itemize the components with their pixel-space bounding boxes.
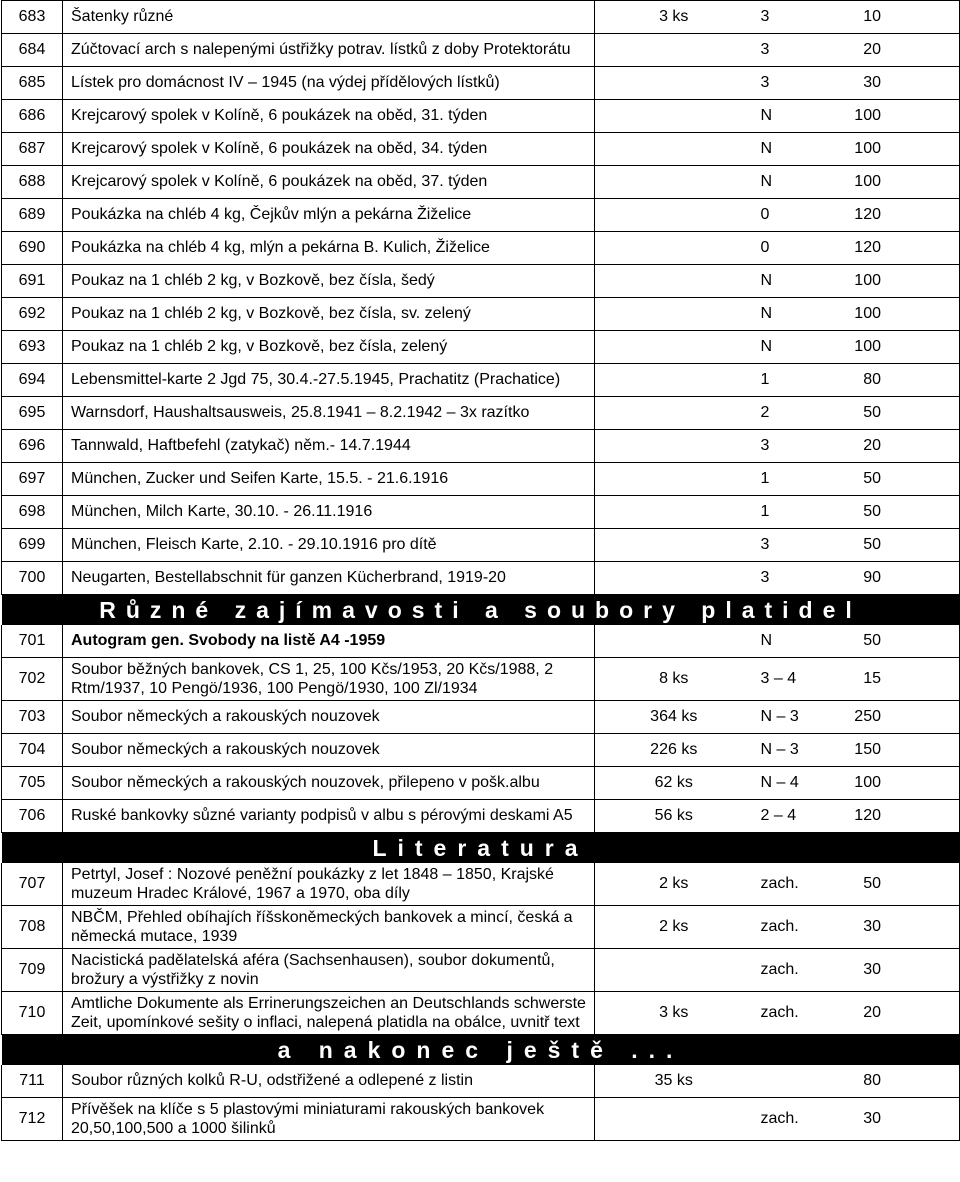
- item-condition: zach.: [753, 949, 835, 992]
- catalog-row: [2, 199, 960, 232]
- catalog-row: [2, 625, 960, 658]
- section-heading: Různé zajímavosti a soubory platidel: [2, 595, 960, 626]
- item-number: 698: [2, 496, 63, 529]
- item-condition: 3 – 4: [753, 658, 835, 701]
- item-description: Poukázka na chléb 4 kg, Čejkův mlýn a pekárna Žiželice: [63, 199, 595, 232]
- catalog-row: [2, 1098, 960, 1141]
- item-description: Zúčtovací arch s nalepenými ústřižky potrav. lístků z doby Protektorátu: [63, 34, 595, 67]
- item-condition: 3: [753, 529, 835, 562]
- item-price: 30: [835, 949, 960, 992]
- item-quantity: [595, 232, 753, 265]
- item-quantity: [595, 265, 753, 298]
- catalog-row: [2, 463, 960, 496]
- item-description: Soubor různých kolků R-U, odstřižené a odlepené z listin: [63, 1065, 595, 1098]
- item-condition: N: [753, 100, 835, 133]
- item-quantity: [595, 199, 753, 232]
- catalog-row: [2, 863, 960, 906]
- item-condition: zach.: [753, 1098, 835, 1141]
- item-condition: 3: [753, 430, 835, 463]
- item-condition: 3: [753, 1, 835, 34]
- item-quantity: [595, 34, 753, 67]
- item-number: 691: [2, 265, 63, 298]
- item-condition: 2 – 4: [753, 800, 835, 833]
- item-quantity: [595, 949, 753, 992]
- item-quantity: [595, 1098, 753, 1141]
- item-price: 90: [835, 562, 960, 595]
- item-condition: 3: [753, 34, 835, 67]
- item-description: Tannwald, Haftbefehl (zatykač) něm.- 14.7.1944: [63, 430, 595, 463]
- catalog-row: [2, 298, 960, 331]
- item-number: 688: [2, 166, 63, 199]
- catalog-row: [2, 949, 960, 992]
- item-description: Lístek pro domácnost IV – 1945 (na výdej přídělových lístků): [63, 67, 595, 100]
- item-quantity: 226 ks: [595, 734, 753, 767]
- item-quantity: 56 ks: [595, 800, 753, 833]
- catalog-row: [2, 265, 960, 298]
- item-description: Soubor německých a rakouských nouzovek: [63, 701, 595, 734]
- catalog-row: [2, 364, 960, 397]
- catalog-table: [1, 0, 960, 1141]
- section-header-curiosities: [2, 595, 960, 626]
- item-condition: 1: [753, 496, 835, 529]
- item-description: Přívěšek na klíče s 5 plastovými miniaturami rakouských bankovek 20,50,100,500 a 1000 šilinků: [63, 1098, 595, 1141]
- catalog-row: [2, 430, 960, 463]
- item-condition: 0: [753, 232, 835, 265]
- item-number: 710: [2, 992, 63, 1035]
- item-price: 120: [835, 800, 960, 833]
- item-number: 709: [2, 949, 63, 992]
- item-description: NBČM, Přehled obíhajích říšskoněmeckých bankovek a mincí, česká a německá mutace, 1939: [63, 906, 595, 949]
- item-condition: [753, 1065, 835, 1098]
- item-description: Neugarten, Bestellabschnit für ganzen Kücherbrand, 1919-20: [63, 562, 595, 595]
- item-description: Soubor německých a rakouských nouzovek, přilepeno v pošk.albu: [63, 767, 595, 800]
- item-price: 50: [835, 529, 960, 562]
- catalog-row: [2, 800, 960, 833]
- item-number: 686: [2, 100, 63, 133]
- item-quantity: 2 ks: [595, 863, 753, 906]
- catalog-row: [2, 701, 960, 734]
- catalog-row: [2, 67, 960, 100]
- item-price: 20: [835, 430, 960, 463]
- item-description: Warnsdorf, Haushaltsausweis, 25.8.1941 – 8.2.1942 – 3x razítko: [63, 397, 595, 430]
- item-description: Krejcarový spolek v Kolíně, 6 poukázek na oběd, 31. týden: [63, 100, 595, 133]
- item-quantity: [595, 397, 753, 430]
- item-price: 30: [835, 906, 960, 949]
- item-description: Soubor běžných bankovek, CS 1, 25, 100 Kčs/1953, 20 Kčs/1988, 2 Rtm/1937, 10 Pengö/1936, 100 Pengö/1930, 100 Zl/1934: [63, 658, 595, 701]
- item-number: 693: [2, 331, 63, 364]
- item-condition: N: [753, 331, 835, 364]
- catalog-row: [2, 397, 960, 430]
- item-condition: 3: [753, 562, 835, 595]
- item-description: München, Zucker und Seifen Karte, 15.5. - 21.6.1916: [63, 463, 595, 496]
- item-condition: N: [753, 625, 835, 658]
- item-number: 699: [2, 529, 63, 562]
- item-description: Poukaz na 1 chléb 2 kg, v Bozkově, bez čísla, zelený: [63, 331, 595, 364]
- item-description: Ruské bankovky sůzné varianty podpisů v albu s pérovými deskami A5: [63, 800, 595, 833]
- item-price: 100: [835, 298, 960, 331]
- item-quantity: 62 ks: [595, 767, 753, 800]
- item-price: 100: [835, 767, 960, 800]
- item-price: 10: [835, 1, 960, 34]
- item-description: Amtliche Dokumente als Errinerungszeichen an Deutschlands schwerste Zeit, upomínkové sešity o inflaci, nalepená platidla na obálce, uvnitř text: [63, 992, 595, 1035]
- item-price: 50: [835, 625, 960, 658]
- item-condition: 2: [753, 397, 835, 430]
- item-quantity: [595, 298, 753, 331]
- item-price: 100: [835, 331, 960, 364]
- item-description: Poukázka na chléb 4 kg, mlýn a pekárna B. Kulich, Žiželice: [63, 232, 595, 265]
- section-heading: a nakonec ještě ...: [2, 1035, 960, 1066]
- item-price: 80: [835, 364, 960, 397]
- item-quantity: [595, 562, 753, 595]
- item-price: 20: [835, 34, 960, 67]
- item-number: 705: [2, 767, 63, 800]
- item-description: Petrtyl, Josef : Nozové peněžní poukázky z let 1848 – 1850, Krajské muzeum Hradec Králové, 1967 a 1970, oba díly: [63, 863, 595, 906]
- item-price: 50: [835, 397, 960, 430]
- item-quantity: 3 ks: [595, 992, 753, 1035]
- item-quantity: [595, 331, 753, 364]
- item-description: Autogram gen. Svobody na listě A4 -1959: [63, 625, 595, 658]
- item-quantity: [595, 67, 753, 100]
- item-price: 100: [835, 166, 960, 199]
- item-description: Šatenky různé: [63, 1, 595, 34]
- item-condition: 0: [753, 199, 835, 232]
- item-condition: zach.: [753, 992, 835, 1035]
- item-price: 20: [835, 992, 960, 1035]
- item-condition: 3: [753, 67, 835, 100]
- item-quantity: [595, 529, 753, 562]
- item-description: Lebensmittel-karte 2 Jgd 75, 30.4.-27.5.1945, Prachatitz (Prachatice): [63, 364, 595, 397]
- item-description: Krejcarový spolek v Kolíně, 6 poukázek na oběd, 37. týden: [63, 166, 595, 199]
- item-description: München, Milch Karte, 30.10. - 26.11.1916: [63, 496, 595, 529]
- item-quantity: [595, 364, 753, 397]
- item-number: 701: [2, 625, 63, 658]
- item-number: 707: [2, 863, 63, 906]
- item-description: München, Fleisch Karte, 2.10. - 29.10.1916 pro dítě: [63, 529, 595, 562]
- item-number: 711: [2, 1065, 63, 1098]
- item-price: 120: [835, 199, 960, 232]
- item-price: 50: [835, 863, 960, 906]
- item-quantity: 364 ks: [595, 701, 753, 734]
- catalog-row: [2, 331, 960, 364]
- item-number: 708: [2, 906, 63, 949]
- item-price: 100: [835, 100, 960, 133]
- item-condition: N – 4: [753, 767, 835, 800]
- item-number: 712: [2, 1098, 63, 1141]
- item-description: Nacistická padělatelská aféra (Sachsenhausen), soubor dokumentů, brožury a výstřižky z novin: [63, 949, 595, 992]
- item-condition: zach.: [753, 906, 835, 949]
- item-condition: N: [753, 265, 835, 298]
- item-quantity: 8 ks: [595, 658, 753, 701]
- item-price: 100: [835, 265, 960, 298]
- item-number: 684: [2, 34, 63, 67]
- item-number: 697: [2, 463, 63, 496]
- item-condition: N – 3: [753, 701, 835, 734]
- item-quantity: [595, 463, 753, 496]
- section-header-literature: [2, 833, 960, 864]
- item-number: 694: [2, 364, 63, 397]
- catalog-row: [2, 562, 960, 595]
- catalog-row: [2, 1065, 960, 1098]
- item-condition: zach.: [753, 863, 835, 906]
- catalog-row: [2, 992, 960, 1035]
- item-quantity: 3 ks: [595, 1, 753, 34]
- item-price: 100: [835, 133, 960, 166]
- item-quantity: 2 ks: [595, 906, 753, 949]
- item-price: 30: [835, 1098, 960, 1141]
- item-description: Poukaz na 1 chléb 2 kg, v Bozkově, bez čísla, sv. zelený: [63, 298, 595, 331]
- item-quantity: [595, 496, 753, 529]
- catalog-row: [2, 133, 960, 166]
- item-number: 695: [2, 397, 63, 430]
- item-price: 30: [835, 67, 960, 100]
- section-header-finally: [2, 1035, 960, 1066]
- item-number: 702: [2, 658, 63, 701]
- item-price: 15: [835, 658, 960, 701]
- item-number: 704: [2, 734, 63, 767]
- item-number: 690: [2, 232, 63, 265]
- item-condition: N: [753, 166, 835, 199]
- item-number: 689: [2, 199, 63, 232]
- catalog-row: [2, 767, 960, 800]
- catalog-row: [2, 232, 960, 265]
- item-description: Soubor německých a rakouských nouzovek: [63, 734, 595, 767]
- item-quantity: 35 ks: [595, 1065, 753, 1098]
- catalog-row: [2, 496, 960, 529]
- item-number: 685: [2, 67, 63, 100]
- item-condition: N – 3: [753, 734, 835, 767]
- item-number: 687: [2, 133, 63, 166]
- item-number: 696: [2, 430, 63, 463]
- item-price: 120: [835, 232, 960, 265]
- item-number: 692: [2, 298, 63, 331]
- catalog-row: [2, 100, 960, 133]
- item-price: 80: [835, 1065, 960, 1098]
- item-condition: N: [753, 298, 835, 331]
- item-price: 50: [835, 496, 960, 529]
- item-price: 250: [835, 701, 960, 734]
- item-number: 700: [2, 562, 63, 595]
- item-number: 706: [2, 800, 63, 833]
- catalog-row: [2, 734, 960, 767]
- item-description: Poukaz na 1 chléb 2 kg, v Bozkově, bez čísla, šedý: [63, 265, 595, 298]
- catalog-row: [2, 906, 960, 949]
- catalog-row: [2, 34, 960, 67]
- item-quantity: [595, 133, 753, 166]
- item-condition: N: [753, 133, 835, 166]
- catalog-row: [2, 658, 960, 701]
- section-heading: Literatura: [2, 833, 960, 864]
- catalog-row: [2, 529, 960, 562]
- item-quantity: [595, 166, 753, 199]
- catalog-row: [2, 166, 960, 199]
- item-description: Krejcarový spolek v Kolíně, 6 poukázek na oběd, 34. týden: [63, 133, 595, 166]
- item-quantity: [595, 100, 753, 133]
- item-condition: 1: [753, 364, 835, 397]
- item-quantity: [595, 625, 753, 658]
- item-quantity: [595, 430, 753, 463]
- item-condition: 1: [753, 463, 835, 496]
- item-number: 683: [2, 1, 63, 34]
- item-price: 50: [835, 463, 960, 496]
- catalog-row: [2, 1, 960, 34]
- item-price: 150: [835, 734, 960, 767]
- item-number: 703: [2, 701, 63, 734]
